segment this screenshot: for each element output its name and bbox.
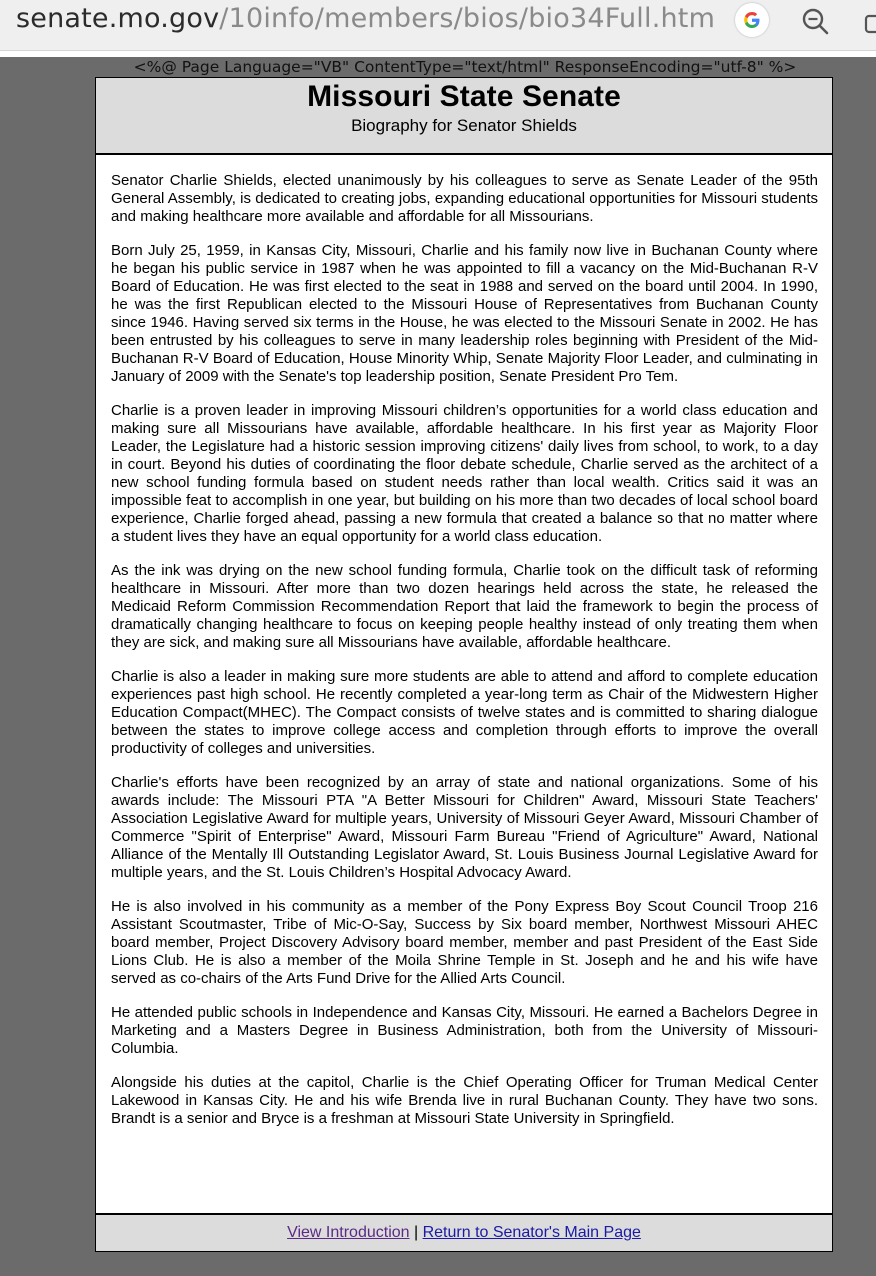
tabs-icon[interactable] <box>864 10 876 36</box>
bio-paragraph: Charlie is also a leader in making sure more students are able to attend and afford to complete education experiences past high school. He recently completed a year-long term as Chair of the Midwestern Higher Education Compact(MHEC). The Compact consists of twelve states and is committed to sharing dialogue between the states to improve college access and completion through efforts to improve the overall productivity of colleges and universities. <box>111 668 818 757</box>
bio-content <box>96 155 832 1128</box>
view-introduction-link[interactable]: View Introduction <box>287 1224 410 1241</box>
url-text[interactable] <box>16 3 715 34</box>
bio-paragraph: Senator Charlie Shields, elected unanimously by his colleagues to serve as Senate Leader of the 95th General Assembly, is dedicated to creating jobs, expanding educational opportunities for Missouri students and making healthcare more available and affordable for all Missourians. <box>111 172 818 225</box>
url-path: /10info/members/bios/bio34Full.htm <box>219 3 716 34</box>
bio-paragraph: As the ink was drying on the new school funding formula, Charlie took on the difficult task of reforming healthcare in Missouri. After more than two dozen hearings held across the state, he released the Medicaid Reform Commission Recommendation Report that laid the framework to begin the process of dramatically changing healthcare to focus on keeping people healthy instead of only treating them when they are sick, and making sure all Missourians have available, affordable healthcare. <box>111 562 818 651</box>
google-icon[interactable] <box>735 3 769 37</box>
bio-paragraph: Born July 25, 1959, in Kansas City, Missouri, Charlie and his family now live in Buchanan County where he began his public service in 1987 when he was appointed to fill a vacancy on the Mid-Buchanan R-V Board of Education. He was first elected to the seat in 1988 and served on the board until 2004. In 1990, he was the first Republican elected to the Missouri House of Representatives from Buchanan County since 1946. Having served six terms in the House, he was elected to the Missouri Senate in 2002. He has been entrusted by his colleagues to serve in many leadership roles beginning with President of the Mid-Buchanan R-V Board of Education, House Minority Whip, Senate Majority Floor Leader, and culminating in January of 2009 with the Senate's top leadership position, Senate President Pro Tem. <box>111 242 818 385</box>
zoom-out-icon[interactable] <box>800 6 832 38</box>
return-main-page-link[interactable]: Return to Senator's Main Page <box>422 1224 641 1241</box>
bio-paragraph: Charlie's efforts have been recognized by an array of state and national organizations. Some of his awards include: The Missouri PTA "A Better Missouri for Children" Award, Missouri State Teachers' Association Legislative Award for multiple years, University of Missouri Geyer Award, Missouri Chamber of Commerce "Spirit of Enterprise" Award, Missouri Farm Bureau "Friend of Agriculture" Award, National Alliance of the Mentally Ill Outstanding Legislator Award, St. Louis Business Journal Legislative Award for multiple years, and the St. Louis Children’s Hospital Advocacy Award. <box>111 774 818 881</box>
browser-address-bar[interactable] <box>0 0 876 51</box>
bio-page <box>95 77 833 1252</box>
page-header <box>96 78 832 155</box>
link-separator: | <box>409 1224 423 1241</box>
bio-paragraph: He attended public schools in Independence and Kansas City, Missouri. He earned a Bachelors Degree in Marketing and a Masters Degree in Business Administration, both from the University of Missouri-Columbia. <box>111 1004 818 1057</box>
bio-paragraph: Charlie is a proven leader in improving Missouri children’s opportunities for a world class education and making sure all Missourians have available, affordable healthcare. In his first year as Majority Floor Leader, the Legislature had a historic session improving citizens' daily lives from school, to work, to a day in court. Beyond his duties of coordinating the floor debate schedule, Charlie served as the architect of a new school funding formula based on student needs rather than local wealth. Critics said it was an impossible feat to accomplish in one year, but building on his more than two decades of local school board experience, Charlie forged ahead, passing a new formula that created a balance so that no matter where a student lives they have an equal opportunity for a world class education. <box>111 402 818 545</box>
toolbar-divider <box>0 51 876 57</box>
url-domain: senate.mo.gov <box>16 3 220 34</box>
page-footer <box>96 1213 832 1251</box>
bio-paragraph: Alongside his duties at the capitol, Charlie is the Chief Operating Officer for Truman Medical Center Lakewood in Kansas City. He and his wife Brenda live in rural Buchanan County. They have two sons. Brandt is a senior and Bryce is a freshman at Missouri State University in Springfield. <box>111 1074 818 1127</box>
page-title: Missouri State Senate <box>307 80 621 113</box>
server-directive-text: <%@ Page Language="VB" ContentType="text/html" ResponseEncoding="utf-8" %> <box>133 58 797 76</box>
page-subtitle: Biography for Senator Shields <box>351 116 577 135</box>
bio-paragraph: He is also involved in his community as a member of the Pony Express Boy Scout Council Troop 216 Assistant Scoutmaster, Tribe of Mic-O-Say, Success by Six board member, Northwest Missouri AHEC board member, Project Discovery Advisory board member, member and past President of the East Side Lions Club. He is also a member of the Moila Shrine Temple in St. Joseph and he and his wife have served as co-chairs of the Arts Fund Drive for the Allied Arts Council. <box>111 898 818 987</box>
